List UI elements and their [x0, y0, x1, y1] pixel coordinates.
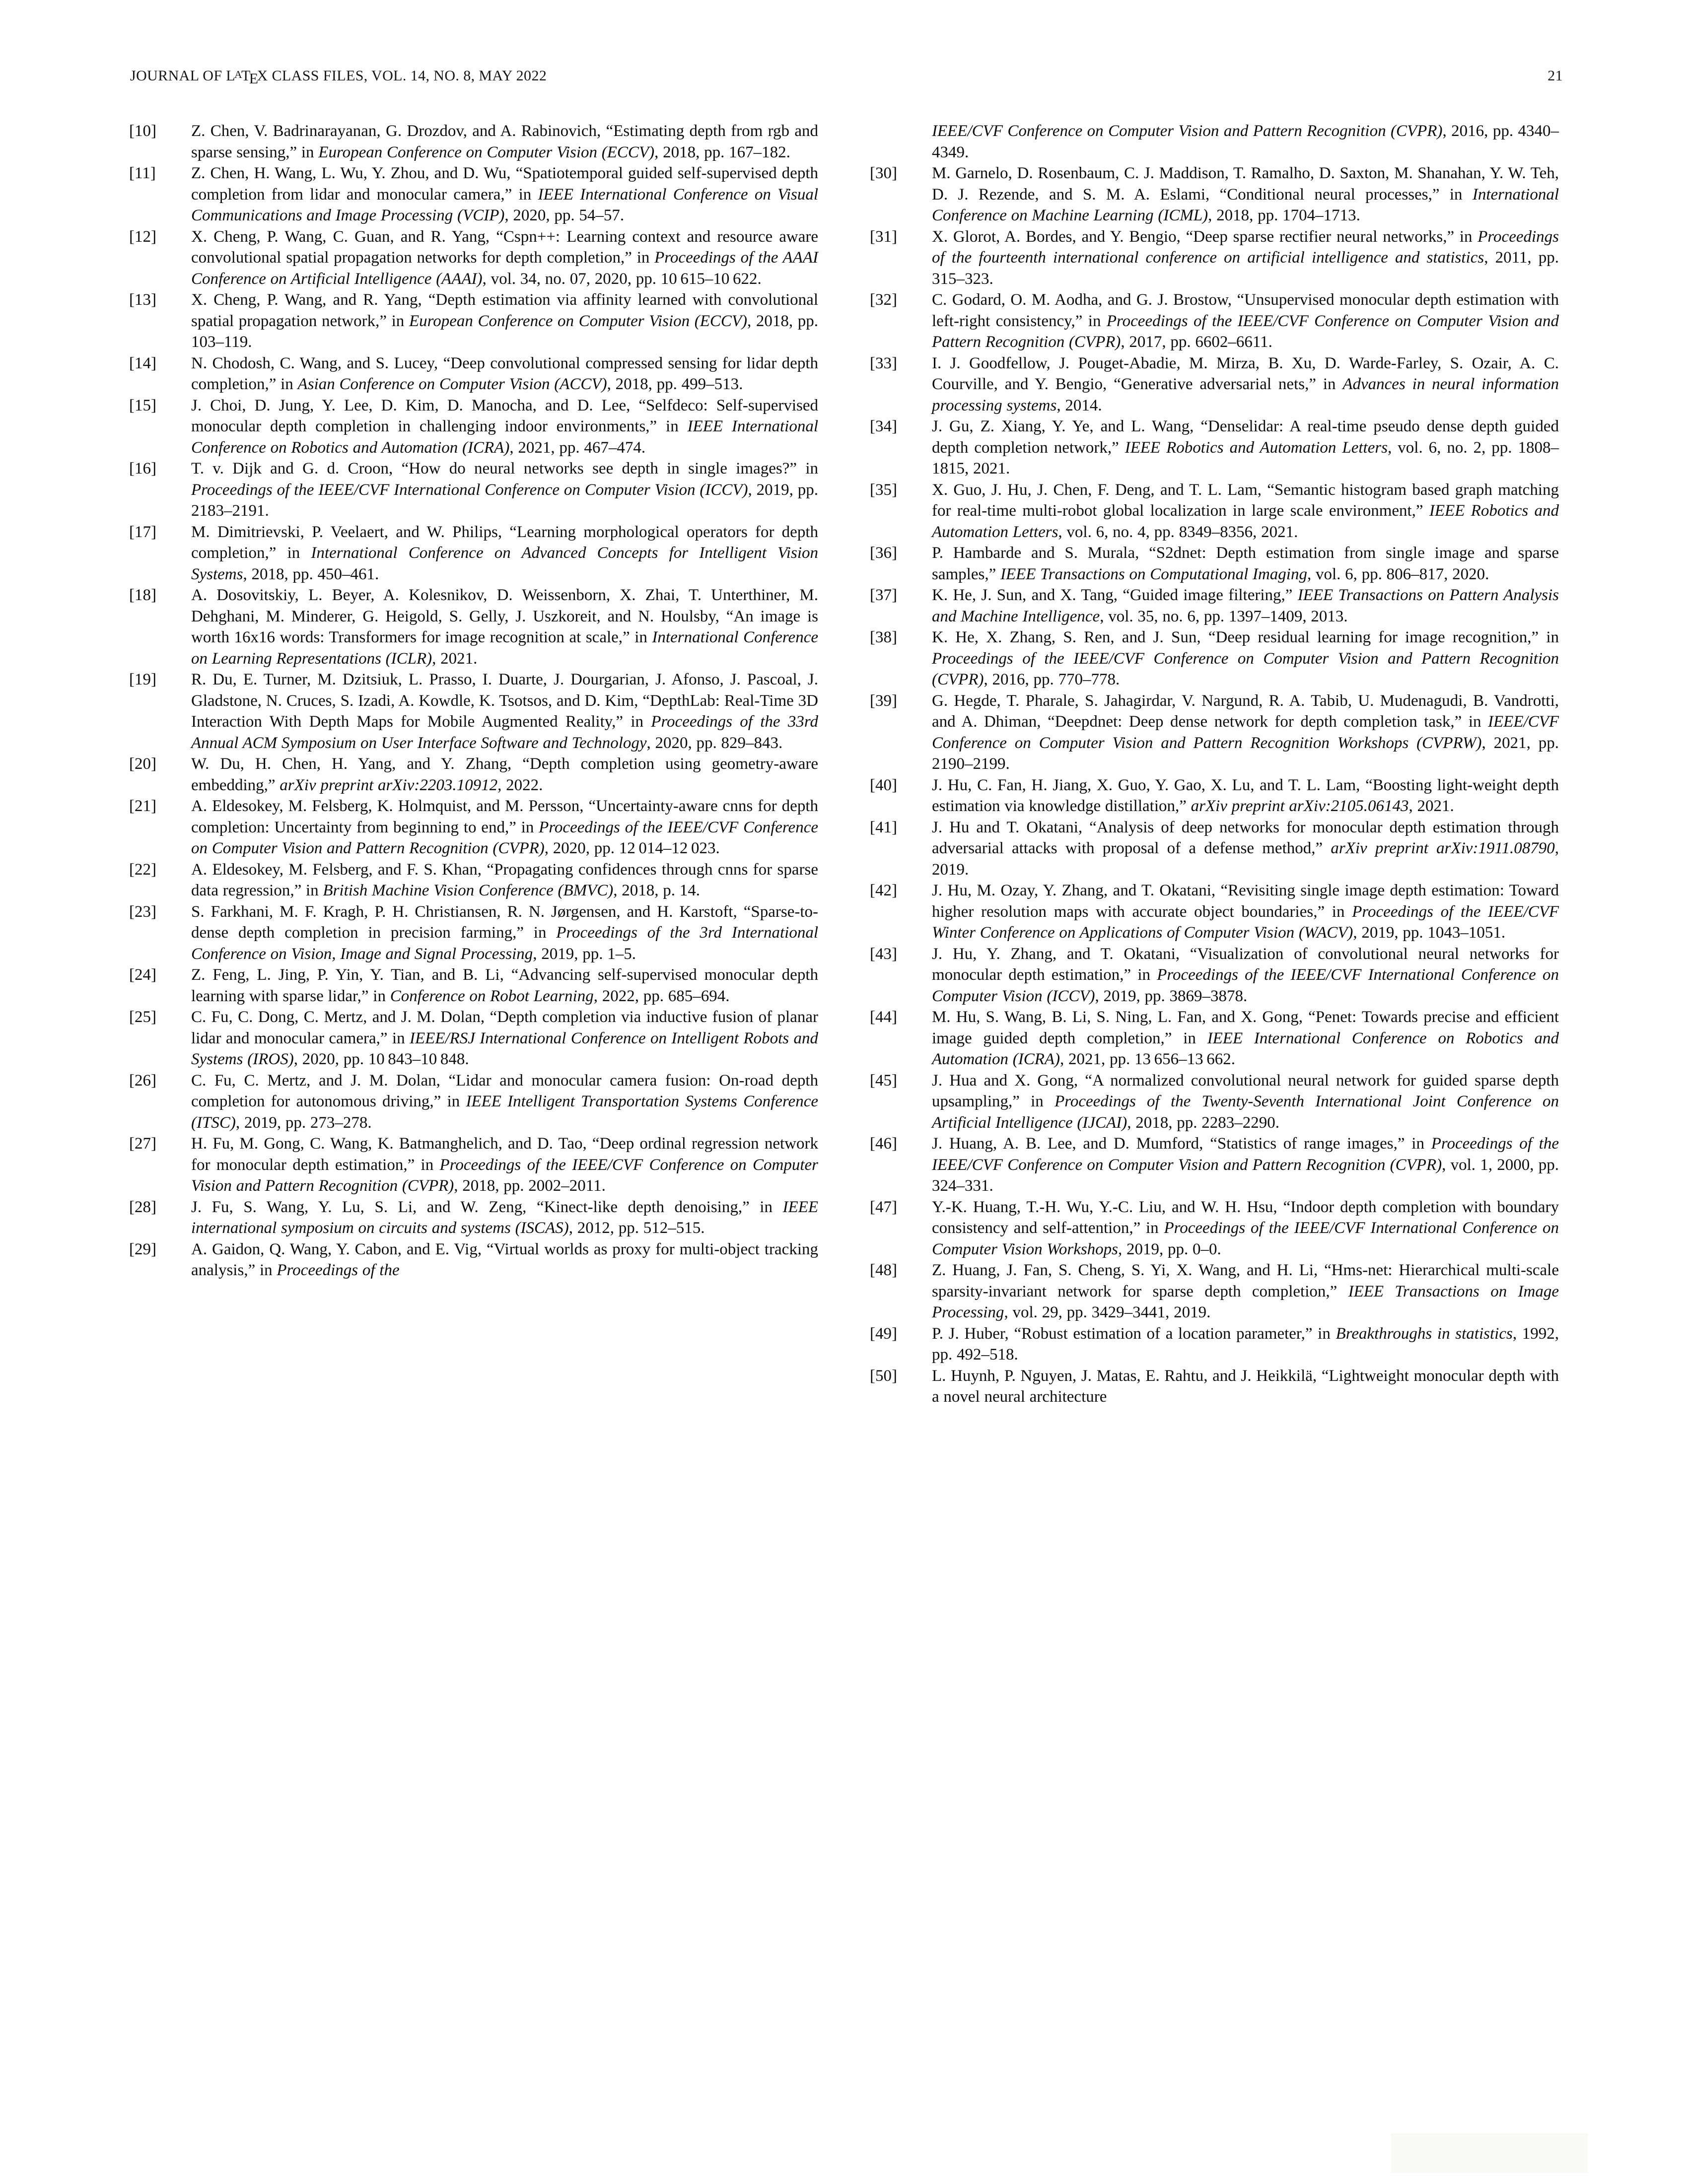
reference-venue: Proceedings of the IEEE/CVF Conference on Computer Vision and Pattern Recognition (CVPR)	[932, 312, 1559, 351]
reference-venue: Proceedings of the fourteenth international conference on artificial intelligence and statistics	[932, 227, 1559, 267]
reference-fragment: , 2019.	[932, 839, 1559, 879]
reference-item	[129, 859, 818, 901]
reference-fragment: P. J. Huber, “Robust estimation of a location parameter,” in	[932, 1324, 1336, 1343]
reference-fragment: H. Fu, M. Gong, C. Wang, K. Batmanghelich, and D. Tao, “Deep ordinal regression network for monocular depth estimation,” in	[191, 1135, 818, 1174]
reference-item	[870, 1365, 1559, 1408]
reference-item	[129, 458, 818, 522]
reference-fragment: S. Farkhani, M. F. Kragh, P. H. Christiansen, R. N. Jørgensen, and H. Karstoft, “Sparse-to-dense depth completion in precision farming,” in	[191, 902, 818, 942]
reference-venue: Proceedings of the IEEE/CVF Conference on Computer Vision and Pattern Recognition (CVPR)	[191, 818, 818, 857]
reference-text	[191, 797, 818, 857]
reference-number: [24]	[129, 966, 156, 984]
reference-fragment: C. Fu, C. Mertz, and J. M. Dolan, “Lidar and monocular camera fusion: On-road depth completion for autonomous driving,” in	[191, 1071, 818, 1110]
reference-fragment: K. He, X. Zhang, S. Ren, and J. Sun, “Deep residual learning for image recognition,” in	[932, 628, 1559, 646]
reference-fragment: J. Hu, C. Fan, H. Jiang, X. Guo, Y. Gao, X. Lu, and T. L. Lam, “Boosting light-weight depth estimation via knowledge distillation,”	[932, 776, 1559, 815]
reference-text	[191, 354, 818, 394]
references-column-left	[129, 121, 818, 1408]
reference-text	[191, 1240, 818, 1280]
reference-venue: IEEE Robotics and Automation Letters	[1125, 438, 1388, 457]
reference-fragment: , 2018, p. 14.	[613, 882, 701, 899]
reference-fragment: A. Eldesokey, M. Felsberg, and F. S. Khan, “Propagating confidences through cnns for sparse data regression,” in	[191, 860, 818, 899]
reference-number: [41]	[870, 818, 897, 836]
reference-item	[870, 1070, 1559, 1134]
journal-header-title	[130, 68, 547, 87]
page-header	[130, 68, 1563, 87]
reference-text	[191, 1198, 818, 1237]
reference-item	[870, 585, 1559, 627]
reference-fragment: J. Huang, A. B. Lee, and D. Mumford, “Statistics of range images,” in	[932, 1135, 1431, 1153]
reference-text	[191, 1135, 818, 1195]
reference-fragment: G. Hegde, T. Pharale, S. Jahagirdar, V. Nargund, R. A. Tabib, U. Mudenagudi, B. Vandrotti, and A. Dhiman, “Deepdnet: Deep dense network for depth completion task,” in	[932, 691, 1559, 731]
journal-title-rest: CLASS FILES, VOL. 14, NO. 8, MAY 2022	[268, 68, 547, 84]
reference-fragment: , vol. 1, 2000, pp. 324–331.	[932, 1156, 1559, 1195]
reference-fragment: R. Du, E. Turner, M. Dzitsiuk, L. Prasso, I. Duarte, J. Dourgarian, J. Afonso, J. Pascoal, J. Gladstone, N. Cruces, S. Izadi, A. Kowdle, K. Tsotsos, and D. Kim, “DepthLab: Real-Time 3D Interaction With Depth Maps for Mobile Augmented Reality,” in	[191, 671, 818, 731]
reference-item	[870, 479, 1559, 543]
reference-item	[129, 353, 818, 395]
reference-venue: Proceedings of the AAAI Conference on Artificial Intelligence (AAAI)	[191, 249, 819, 288]
reference-number: [29]	[129, 1240, 156, 1258]
reference-venue: arXiv preprint arXiv:2105.06143	[1191, 797, 1409, 815]
reference-venue: Advances in neural information processing systems	[932, 375, 1559, 414]
reference-number: [14]	[129, 354, 156, 372]
reference-venue: IEEE Transactions on Computational Imaging	[1000, 565, 1307, 583]
reference-fragment: Z. Chen, V. Badrinarayanan, G. Drozdov, and A. Rabinovich, “Estimating depth from rgb and sparse sensing,” in	[191, 122, 818, 161]
latex-logo-a: A	[234, 68, 243, 80]
reference-fragment: , 2012, pp. 512–515.	[568, 1219, 705, 1237]
reference-fragment: , 2019, pp. 2183–2191.	[191, 480, 818, 520]
reference-venue: IEEE/RSJ International Conference on Intelligent Robots and Systems (IROS)	[191, 1029, 818, 1068]
reference-fragment: , vol. 6, no. 2, pp. 1808–1815, 2021.	[932, 438, 1559, 478]
reference-number: [44]	[870, 1008, 897, 1026]
reference-fragment: , 2018, pp. 1704–1713.	[1208, 206, 1360, 224]
reference-item	[129, 901, 818, 965]
reference-text	[191, 397, 818, 457]
reference-item	[129, 1133, 818, 1197]
reference-venue: Proceedings of the IEEE/CVF International Conference on Computer Vision (ICCV)	[191, 480, 748, 499]
reference-fragment: , 2020, pp. 10 843–10 848.	[293, 1050, 469, 1068]
reference-number: [35]	[870, 480, 897, 499]
reference-number: [13]	[129, 291, 156, 309]
reference-fragment: , 2018, pp. 103–119.	[191, 312, 819, 351]
reference-text	[191, 228, 818, 288]
reference-number: [23]	[129, 902, 156, 921]
reference-text	[932, 417, 1559, 478]
reference-item	[870, 1323, 1559, 1365]
reference-item	[870, 353, 1559, 416]
reference-number: [40]	[870, 776, 897, 794]
reference-item	[870, 627, 1559, 690]
reference-venue: IEEE Transactions on Pattern Analysis and Machine Intelligence	[932, 586, 1559, 625]
reference-item	[129, 522, 818, 585]
reference-text	[932, 228, 1559, 288]
reference-item	[870, 817, 1559, 881]
reference-venue: IEEE international symposium on circuits and systems (ISCAS)	[191, 1198, 818, 1237]
reference-fragment: X. Guo, J. Hu, J. Chen, F. Deng, and T. L. Lam, “Semantic histogram based graph matching for real-time multi-robot global localization in large scale environment,”	[932, 480, 1559, 520]
reference-fragment: X. Cheng, P. Wang, C. Guan, and R. Yang, “Cspn++: Learning context and resource aware convolutional spatial propagation networks for depth completion,” in	[191, 227, 818, 267]
reference-item	[129, 121, 818, 163]
reference-number: [43]	[870, 945, 897, 963]
latex-logo-t: T	[241, 68, 251, 84]
reference-item	[129, 226, 818, 290]
reference-venue: Proceedings of the IEEE/CVF Conference on Computer Vision and Pattern Recognition (CVPR)	[932, 1135, 1559, 1174]
reference-fragment: , vol. 6, pp. 806–817, 2020.	[1307, 565, 1489, 583]
reference-venue: Proceedings of the Twenty-Seventh International Joint Conference on Artificial Intelligence (IJCAI)	[932, 1092, 1559, 1132]
reference-venue: Proceedings of the IEEE/CVF Conference on Computer Vision and Pattern Recognition (CVPR)	[191, 1156, 818, 1195]
reference-text	[191, 1008, 818, 1068]
reference-item	[129, 1007, 818, 1070]
reference-text	[191, 903, 818, 963]
reference-number: [32]	[870, 291, 897, 309]
reference-number: [42]	[870, 882, 897, 899]
reference-fragment: , 2021, pp. 13 656–13 662.	[1060, 1050, 1236, 1068]
reference-item	[870, 775, 1559, 817]
reference-item	[129, 964, 818, 1007]
reference-venue: Proceedings of the	[277, 1261, 400, 1279]
reference-item	[129, 585, 818, 669]
reference-venue: Proceedings of the IEEE/CVF Winter Conference on Applications of Computer Vision (WACV)	[932, 902, 1559, 942]
reference-number: [21]	[129, 797, 156, 815]
reference-text	[932, 544, 1559, 583]
reference-venue: Conference on Robot Learning	[390, 987, 594, 1005]
reference-venue: International Conference on Learning Representations (ICLR)	[191, 628, 818, 668]
reference-venue: Proceedings of the IEEE/CVF International Conference on Computer Vision Workshops	[932, 1219, 1559, 1258]
reference-text	[932, 1198, 1559, 1258]
reference-number: [17]	[129, 523, 156, 541]
reference-fragment: , 2020, pp. 12 014–12 023.	[544, 839, 720, 857]
reference-fragment: T. v. Dijk and G. d. Croon, “How do neural networks see depth in single images?” in	[191, 460, 818, 478]
reference-text	[191, 671, 818, 752]
reference-text	[932, 586, 1559, 625]
page-number: 21	[1547, 68, 1563, 84]
reference-text	[932, 354, 1559, 414]
reference-venue: IEEE International Conference on Robotics and Automation (ICRA)	[932, 1029, 1559, 1068]
reference-fragment: , 2016, pp. 4340–4349.	[932, 122, 1559, 161]
reference-fragment: , 2018, pp. 2002–2011.	[454, 1177, 606, 1195]
reference-fragment: M. Dimitrievski, P. Veelaert, and W. Philips, “Learning morphological operators for depth completion,” in	[191, 523, 818, 562]
reference-fragment: , 2018, pp. 2283–2290.	[1127, 1113, 1279, 1132]
reference-item	[129, 1070, 818, 1134]
reference-venue: IEEE Transactions on Image Processing	[932, 1282, 1559, 1321]
reference-item	[870, 1133, 1559, 1197]
reference-fragment: , 2018, pp. 499–513.	[607, 375, 743, 393]
reference-fragment: J. Hua and X. Gong, “A normalized convolutional neural network for guided sparse depth upsampling,” in	[932, 1071, 1559, 1110]
reference-text	[191, 1072, 818, 1132]
reference-fragment: A. Dosovitskiy, L. Beyer, A. Kolesnikov, D. Weissenborn, X. Zhai, T. Unterthiner, M. Dehghani, M. Minderer, G. Heigold, S. Gelly, J. Uszkoreit, and N. Houlsby, “An image is worth 16x16 words: Transformers for image recognition at scale,” in	[191, 586, 818, 646]
reference-venue: arXiv preprint arXiv:1911.08790	[1331, 839, 1555, 857]
reference-venue: European Conference on Computer Vision (ECCV)	[318, 143, 655, 161]
latex-logo-x: X	[257, 68, 268, 84]
reference-fragment: M. Garnelo, D. Rosenbaum, C. J. Maddison, T. Ramalho, D. Saxton, M. Shanahan, Y. W. Teh, D. J. Rezende, and S. M. A. Eslami, “Conditional neural processes,” in	[932, 164, 1559, 204]
reference-number: [22]	[129, 860, 156, 879]
reference-text	[932, 945, 1559, 1005]
reference-fragment: W. Du, H. Chen, H. Yang, and Y. Zhang, “Depth completion using geometry-aware embedding,”	[191, 755, 818, 794]
reference-text	[191, 586, 818, 668]
reference-fragment: , 2019, pp. 1043–1051.	[1353, 924, 1506, 942]
reference-venue: IEEE International Conference on Visual Communications and Image Processing (VCIP)	[191, 185, 819, 224]
reference-fragment: C. Godard, O. M. Aodha, and G. J. Brostow, “Unsupervised monocular depth estimation with left-right consistency,” in	[932, 291, 1559, 330]
reference-fragment: , 2019, pp. 273–278.	[235, 1113, 372, 1132]
reference-fragment: I. J. Goodfellow, J. Pouget-Abadie, M. Mirza, B. Xu, D. Warde-Farley, S. Ozair, A. C. Courville, and Y. Bengio, “Generative adversarial nets,” in	[932, 354, 1559, 393]
reference-fragment: , 2020, pp. 829–843.	[646, 734, 783, 752]
reference-fragment: , 2019, pp. 0–0.	[1118, 1240, 1221, 1258]
reference-text	[191, 755, 818, 794]
reference-item	[870, 1007, 1559, 1070]
reference-item	[870, 1260, 1559, 1323]
reference-item	[870, 416, 1559, 479]
reference-number: [27]	[129, 1135, 156, 1153]
scan-artifact	[1391, 2133, 1588, 2173]
reference-fragment: M. Hu, S. Wang, B. Li, S. Ning, L. Fan, and X. Gong, “Penet: Towards precise and efficient image guided depth completion,” in	[932, 1008, 1559, 1047]
reference-fragment: A. Gaidon, Q. Wang, Y. Cabon, and E. Vig, “Virtual worlds as proxy for multi-object tracking analysis,” in	[191, 1240, 818, 1279]
reference-text	[932, 1072, 1559, 1132]
reference-fragment: Y.-K. Huang, T.-H. Wu, Y.-C. Liu, and W. H. Hsu, “Indoor depth completion with boundary consistency and self-attention,” in	[932, 1198, 1559, 1237]
reference-fragment: Z. Feng, L. Jing, P. Yin, Y. Tian, and B. Li, “Advancing self-supervised monocular depth learning with sparse lidar,” in	[191, 966, 818, 1005]
reference-number: [16]	[129, 460, 156, 478]
reference-number: [33]	[870, 354, 897, 372]
reference-number: [12]	[129, 227, 156, 246]
reference-fragment: , 2019, pp. 1–5.	[533, 945, 636, 963]
reference-fragment: , vol. 6, no. 4, pp. 8349–8356, 2021.	[1058, 523, 1298, 541]
reference-text	[932, 882, 1559, 942]
reference-item	[129, 289, 818, 353]
reference-fragment: P. Hambarde and S. Murala, “S2dnet: Depth estimation from single image and sparse samples,”	[932, 544, 1559, 583]
reference-fragment: , 2014.	[1056, 396, 1102, 414]
journal-title-prefix: JOURNAL OF L	[130, 68, 236, 84]
reference-number: [18]	[129, 586, 156, 604]
reference-number: [39]	[870, 691, 897, 710]
reference-venue: International Conference on Machine Learning (ICML)	[932, 185, 1559, 224]
reference-fragment: Z. Chen, H. Wang, L. Wu, Y. Zhou, and D. Wu, “Spatiotemporal guided self-supervised depth completion from lidar and monocular camera,” in	[191, 164, 818, 204]
reference-item	[129, 669, 818, 753]
reference-item	[129, 796, 818, 859]
reference-text	[932, 1367, 1559, 1406]
reference-fragment: K. He, J. Sun, and X. Tang, “Guided image filtering,”	[932, 586, 1298, 604]
reference-number: [49]	[870, 1324, 897, 1343]
references-column-right	[870, 121, 1559, 1408]
reference-fragment: J. Hu, Y. Zhang, and T. Okatani, “Visualization of convolutional neural networks for monocular depth estimation,” in	[932, 945, 1559, 984]
reference-item	[870, 543, 1559, 585]
reference-item	[870, 226, 1559, 290]
reference-number: [37]	[870, 586, 897, 604]
reference-text	[932, 776, 1559, 816]
reference-number: [48]	[870, 1261, 897, 1279]
reference-text	[932, 291, 1559, 351]
reference-fragment: , 2021, pp. 467–474.	[509, 438, 646, 457]
reference-number: [31]	[870, 227, 897, 246]
reference-number: [50]	[870, 1366, 897, 1385]
reference-venue: Proceedings of the 33rd Annual ACM Symposium on User Interface Software and Technology	[191, 713, 818, 752]
reference-fragment: , 2018, pp. 167–182.	[654, 143, 790, 161]
reference-venue: IEEE Intelligent Transportation Systems Conference (ITSC)	[191, 1092, 818, 1132]
reference-text	[932, 1135, 1559, 1195]
reference-text	[932, 1008, 1559, 1068]
reference-venue: British Machine Vision Conference (BMVC)	[323, 882, 614, 899]
reference-item	[129, 753, 818, 796]
reference-text	[932, 164, 1559, 224]
reference-item	[870, 289, 1559, 353]
reference-item	[129, 1197, 818, 1239]
reference-fragment: , 1992, pp. 492–518.	[932, 1324, 1559, 1364]
reference-fragment: , vol. 35, no. 6, pp. 1397–1409, 2013.	[1100, 607, 1348, 625]
reference-fragment: Z. Huang, J. Fan, S. Cheng, S. Yi, X. Wang, and H. Li, “Hms-net: Hierarchical multi-scale sparsity-invariant network for sparse depth completion,”	[932, 1261, 1559, 1300]
reference-number: [11]	[129, 164, 156, 182]
latex-logo-e: E	[249, 70, 259, 87]
reference-fragment: , 2022.	[497, 776, 543, 794]
reference-number: [45]	[870, 1071, 897, 1090]
reference-fragment: J. Hu and T. Okatani, “Analysis of deep networks for monocular depth estimation through adversarial attacks with proposal of a defense method,”	[932, 818, 1559, 857]
reference-number: [47]	[870, 1198, 897, 1216]
reference-continuation	[870, 121, 1559, 163]
reference-fragment: , 2021.	[432, 649, 478, 668]
reference-venue: arXiv preprint arXiv:2203.10912	[280, 776, 498, 794]
reference-venue: European Conference on Computer Vision (ECCV)	[409, 312, 748, 330]
reference-fragment: , 2021.	[1408, 797, 1454, 815]
reference-venue: Breakthroughs in statistics	[1336, 1324, 1513, 1343]
reference-fragment: , 2019, pp. 3869–3878.	[1095, 987, 1248, 1005]
reference-number: [20]	[129, 755, 156, 773]
reference-text	[191, 460, 818, 520]
reference-fragment: J. Gu, Z. Xiang, Y. Ye, and L. Wang, “Denselidar: A real-time pseudo dense depth guided depth completion network,”	[932, 417, 1559, 457]
reference-item	[129, 1239, 818, 1281]
reference-item	[129, 395, 818, 459]
reference-text	[191, 291, 818, 351]
reference-fragment: , 2021, pp. 2190–2199.	[932, 734, 1559, 773]
reference-fragment: , 2022, pp. 685–694.	[593, 987, 730, 1005]
reference-text	[191, 122, 818, 161]
reference-fragment: A. Eldesokey, M. Felsberg, K. Holmquist, and M. Persson, “Uncertainty-aware cnns for depth completion: Uncertainty from beginning to end,” in	[191, 797, 818, 836]
reference-item	[870, 944, 1559, 1007]
reference-text	[191, 861, 818, 900]
references-section	[129, 121, 1559, 1408]
reference-venue: International Conference on Advanced Concepts for Intelligent Vision Systems	[191, 544, 818, 583]
reference-number: [10]	[129, 122, 156, 140]
reference-fragment: C. Fu, C. Dong, C. Mertz, and J. M. Dolan, “Depth completion via inductive fusion of planar lidar and monocular camera,” in	[191, 1008, 818, 1047]
reference-venue: Proceedings of the IEEE/CVF Conference on Computer Vision and Pattern Recognition (CVPR)	[932, 649, 1559, 688]
reference-text	[932, 122, 1559, 161]
reference-text	[191, 966, 818, 1005]
reference-text	[932, 692, 1559, 773]
reference-number: [38]	[870, 628, 897, 646]
reference-item	[129, 163, 818, 226]
reference-fragment: J. Choi, D. Jung, Y. Lee, D. Kim, D. Manocha, and D. Lee, “Selfdeco: Self-supervised monocular depth completion in challenging indoor environments,” in	[191, 396, 818, 435]
reference-number: [30]	[870, 164, 897, 182]
reference-number: [36]	[870, 544, 897, 562]
reference-item	[870, 1197, 1559, 1260]
reference-fragment: , 2011, pp. 315–323.	[932, 249, 1559, 288]
reference-venue: IEEE/CVF Conference on Computer Vision and Pattern Recognition Workshops (CVPRW)	[932, 713, 1559, 752]
reference-venue: IEEE International Conference on Robotics and Automation (ICRA)	[191, 417, 818, 457]
reference-number: [26]	[129, 1071, 156, 1090]
reference-text	[191, 164, 818, 224]
reference-fragment: X. Glorot, A. Bordes, and Y. Bengio, “Deep sparse rectifier neural networks,” in	[932, 227, 1478, 246]
reference-text	[932, 628, 1559, 688]
reference-item	[870, 690, 1559, 775]
reference-fragment: J. Hu, M. Ozay, Y. Zhang, and T. Okatani, “Revisiting single image depth estimation: Toward higher resolution maps with accurate object boundaries,” in	[932, 882, 1559, 921]
reference-item	[870, 163, 1559, 226]
reference-fragment: , vol. 29, pp. 3429–3441, 2019.	[1004, 1303, 1211, 1321]
reference-fragment: , 2018, pp. 450–461.	[243, 565, 379, 583]
reference-fragment: L. Huynh, P. Nguyen, J. Matas, E. Rahtu, and J. Heikkilä, “Lightweight monocular depth with a novel neural architecture	[932, 1366, 1559, 1406]
reference-text	[932, 1261, 1559, 1321]
reference-fragment: X. Cheng, P. Wang, and R. Yang, “Depth estimation via affinity learned with convolutional spatial propagation network,” in	[191, 291, 818, 330]
reference-text	[191, 523, 818, 583]
reference-number: [25]	[129, 1008, 156, 1026]
reference-venue: Proceedings of the IEEE/CVF International Conference on Computer Vision (ICCV)	[932, 966, 1559, 1005]
reference-text	[932, 481, 1559, 541]
reference-venue: IEEE/CVF Conference on Computer Vision and Pattern Recognition (CVPR)	[932, 122, 1443, 140]
reference-venue: Asian Conference on Computer Vision (ACCV)	[297, 375, 607, 393]
reference-fragment: N. Chodosh, C. Wang, and S. Lucey, “Deep convolutional compressed sensing for lidar depth completion,” in	[191, 354, 818, 393]
reference-fragment: J. Fu, S. Wang, Y. Lu, S. Li, and W. Zeng, “Kinect-like depth denoising,” in	[191, 1198, 783, 1216]
reference-venue: IEEE Robotics and Automation Letters	[932, 502, 1559, 541]
reference-fragment: , 2016, pp. 770–778.	[984, 671, 1120, 688]
reference-fragment: , vol. 34, no. 07, 2020, pp. 10 615–10 622.	[482, 270, 762, 288]
reference-number: [46]	[870, 1135, 897, 1153]
reference-venue: Proceedings of the 3rd International Conference on Vision, Image and Signal Processing	[191, 924, 818, 963]
reference-fragment: , 2020, pp. 54–57.	[504, 206, 625, 224]
reference-text	[932, 1325, 1559, 1364]
reference-number: [34]	[870, 417, 897, 435]
reference-number: [28]	[129, 1198, 156, 1216]
reference-number: [19]	[129, 671, 156, 688]
reference-number: [15]	[129, 396, 156, 414]
reference-fragment: , 2017, pp. 6602–6611.	[1121, 333, 1272, 351]
reference-text	[932, 819, 1559, 879]
reference-item	[870, 880, 1559, 944]
